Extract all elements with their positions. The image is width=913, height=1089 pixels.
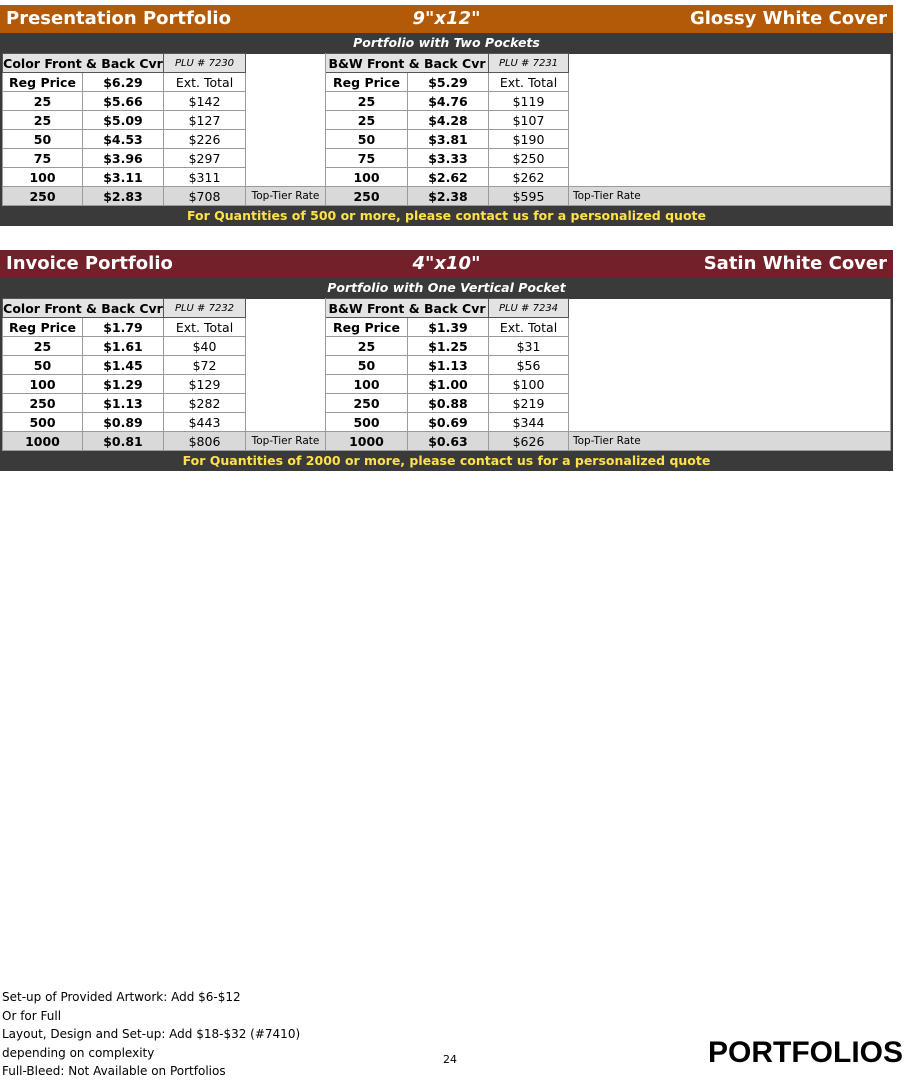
table-row <box>3 130 891 149</box>
color-qty: 1000 <box>3 432 83 451</box>
color-unit-price: $0.89 <box>83 413 164 432</box>
spacer-cell <box>569 356 891 375</box>
spacer-cell <box>569 92 891 111</box>
spacer-cell <box>246 356 326 375</box>
page-number: 24 <box>443 1053 457 1066</box>
spacer-cell <box>569 54 891 73</box>
bw-ext-total: $262 <box>489 168 569 187</box>
setup-note-line: Full-Bleed: Not Available on Portfolios <box>2 1064 226 1078</box>
bw-ext-total: $100 <box>489 375 569 394</box>
table-row <box>3 111 891 130</box>
color-unit-price: $2.83 <box>83 187 164 206</box>
bw-ext-total: $56 <box>489 356 569 375</box>
bw-ext-total: $344 <box>489 413 569 432</box>
bw-ext-total: $107 <box>489 111 569 130</box>
bw-ext-total: $595 <box>489 187 569 206</box>
setup-note-line: Layout, Design and Set-up: Add $18-$32 (#7410) <box>2 1027 301 1041</box>
bw-unit-price: $2.38 <box>408 187 489 206</box>
bw-unit-price: $0.88 <box>408 394 489 413</box>
spacer-cell <box>246 168 326 187</box>
table-row <box>3 168 891 187</box>
spacer-cell <box>569 375 891 394</box>
spacer-cell <box>246 337 326 356</box>
quote-note: For Quantities of 2000 or more, please contact us for a personalized quote <box>0 451 893 471</box>
bw-unit-price: $3.81 <box>408 130 489 149</box>
bw-unit-price: $1.13 <box>408 356 489 375</box>
top-tier-label: Top-Tier Rate <box>246 432 326 451</box>
color-qty: 250 <box>3 187 83 206</box>
color-qty: 25 <box>3 111 83 130</box>
bw-qty: 100 <box>326 375 408 394</box>
bw-qty: 500 <box>326 413 408 432</box>
product-size: 4"x10" <box>412 253 481 274</box>
product-subtitle: Portfolio with Two Pockets <box>0 33 893 53</box>
color-ext-total: $297 <box>164 149 246 168</box>
top-tier-label: Top-Tier Rate <box>569 187 891 206</box>
section-title: PORTFOLIOS <box>708 1036 903 1069</box>
reg-price-label: Reg Price <box>326 73 408 92</box>
color-unit-price: $1.29 <box>83 375 164 394</box>
reg-price-row <box>3 73 891 92</box>
spacer-cell <box>246 73 326 92</box>
spacer-cell <box>246 394 326 413</box>
setup-note-line: depending on complexity <box>2 1045 155 1060</box>
table-header-row <box>3 54 891 73</box>
color-ext-total: $311 <box>164 168 246 187</box>
bw-reg-price: $1.39 <box>408 318 489 337</box>
bw-unit-price: $1.25 <box>408 337 489 356</box>
bw-unit-price: $0.63 <box>408 432 489 451</box>
spacer-cell <box>246 130 326 149</box>
bw-qty: 75 <box>326 149 408 168</box>
color-reg-price: $1.79 <box>83 318 164 337</box>
color-qty: 25 <box>3 92 83 111</box>
spacer-cell <box>569 111 891 130</box>
bw-qty: 50 <box>326 130 408 149</box>
spacer-cell <box>569 318 891 337</box>
spacer-cell <box>246 111 326 130</box>
table-row <box>3 394 891 413</box>
color-unit-price: $1.13 <box>83 394 164 413</box>
bw-ext-total: $219 <box>489 394 569 413</box>
product-title: Invoice Portfolio <box>6 253 173 274</box>
table-header-row <box>3 299 891 318</box>
spacer-cell <box>569 299 891 318</box>
color-unit-price: $5.66 <box>83 92 164 111</box>
color-ext-total: $708 <box>164 187 246 206</box>
color-qty: 50 <box>3 130 83 149</box>
spacer-cell <box>246 149 326 168</box>
bw-plu-label: PLU # 7231 <box>489 54 569 73</box>
cover-type: Glossy White Cover <box>689 8 887 29</box>
cover-type: Satin White Cover <box>703 253 887 274</box>
color-ext-total: $806 <box>164 432 246 451</box>
product-size: 9"x12" <box>412 8 481 29</box>
color-unit-price: $1.61 <box>83 337 164 356</box>
spacer-cell <box>246 375 326 394</box>
ext-total-label: Ext. Total <box>489 73 569 92</box>
bw-reg-price: $5.29 <box>408 73 489 92</box>
spacer-cell <box>569 130 891 149</box>
color-ext-total: $142 <box>164 92 246 111</box>
color-plu-label: PLU # 7230 <box>164 54 246 73</box>
reg-price-row <box>3 318 891 337</box>
bw-qty: 250 <box>326 187 408 206</box>
color-qty: 100 <box>3 375 83 394</box>
product-title: Presentation Portfolio <box>6 8 231 29</box>
bw-qty: 50 <box>326 356 408 375</box>
table-row <box>3 375 891 394</box>
color-unit-price: $4.53 <box>83 130 164 149</box>
color-unit-price: $3.11 <box>83 168 164 187</box>
bw-qty: 25 <box>326 111 408 130</box>
product-subtitle: Portfolio with One Vertical Pocket <box>0 278 893 298</box>
color-qty: 75 <box>3 149 83 168</box>
color-qty: 500 <box>3 413 83 432</box>
spacer-cell <box>246 54 326 73</box>
color-column-header: Color Front & Back Cvr <box>3 55 163 71</box>
color-qty: 100 <box>3 168 83 187</box>
color-unit-price: $0.81 <box>83 432 164 451</box>
spacer-cell <box>569 149 891 168</box>
spacer-cell <box>246 413 326 432</box>
section-title-bar <box>0 5 893 33</box>
color-unit-price: $3.96 <box>83 149 164 168</box>
color-unit-price: $1.45 <box>83 356 164 375</box>
setup-note-line: Or for Full <box>2 1008 62 1023</box>
section-title-bar <box>0 250 893 278</box>
color-ext-total: $127 <box>164 111 246 130</box>
bw-unit-price: $1.00 <box>408 375 489 394</box>
setup-note-line: Set-up of Provided Artwork: Add $6-$12 <box>2 990 241 1004</box>
color-ext-total: $282 <box>164 394 246 413</box>
bw-qty: 25 <box>326 92 408 111</box>
bw-ext-total: $250 <box>489 149 569 168</box>
reg-price-label: Reg Price <box>326 318 408 337</box>
reg-price-label: Reg Price <box>3 318 83 337</box>
color-ext-total: $226 <box>164 130 246 149</box>
bw-qty: 250 <box>326 394 408 413</box>
table-row <box>3 432 891 451</box>
ext-total-label: Ext. Total <box>164 73 246 92</box>
bw-qty: 1000 <box>326 432 408 451</box>
price-table <box>2 53 891 206</box>
table-row <box>3 413 891 432</box>
spacer-cell <box>246 318 326 337</box>
quote-note: For Quantities of 500 or more, please contact us for a personalized quote <box>0 206 893 226</box>
color-qty: 250 <box>3 394 83 413</box>
spacer-cell <box>569 73 891 92</box>
bw-unit-price: $3.33 <box>408 149 489 168</box>
top-tier-label: Top-Tier Rate <box>246 187 326 206</box>
bw-ext-total: $190 <box>489 130 569 149</box>
color-ext-total: $72 <box>164 356 246 375</box>
table-row <box>3 92 891 111</box>
bw-qty: 25 <box>326 337 408 356</box>
spacer-cell <box>246 299 326 318</box>
bw-unit-price: $4.76 <box>408 92 489 111</box>
spacer-cell <box>569 413 891 432</box>
reg-price-label: Reg Price <box>3 73 83 92</box>
bw-unit-price: $2.62 <box>408 168 489 187</box>
ext-total-label: Ext. Total <box>489 318 569 337</box>
price-table <box>2 298 891 451</box>
spacer-cell <box>569 394 891 413</box>
table-row <box>3 149 891 168</box>
table-row <box>3 187 891 206</box>
top-tier-label: Top-Tier Rate <box>569 432 891 451</box>
color-ext-total: $129 <box>164 375 246 394</box>
color-ext-total: $443 <box>164 413 246 432</box>
bw-plu-label: PLU # 7234 <box>489 299 569 318</box>
color-column-header: Color Front & Back Cvr <box>3 300 163 316</box>
bw-unit-price: $0.69 <box>408 413 489 432</box>
color-reg-price: $6.29 <box>83 73 164 92</box>
bw-ext-total: $31 <box>489 337 569 356</box>
invoice-portfolio-block <box>0 250 893 471</box>
presentation-portfolio-block <box>0 5 893 226</box>
bw-ext-total: $119 <box>489 92 569 111</box>
color-qty: 25 <box>3 337 83 356</box>
table-row <box>3 337 891 356</box>
color-ext-total: $40 <box>164 337 246 356</box>
color-plu-label: PLU # 7232 <box>164 299 246 318</box>
color-qty: 50 <box>3 356 83 375</box>
spacer-cell <box>569 337 891 356</box>
ext-total-label: Ext. Total <box>164 318 246 337</box>
setup-notes <box>2 988 300 1081</box>
bw-column-header: B&W Front & Back Cvr <box>326 299 489 318</box>
bw-unit-price: $4.28 <box>408 111 489 130</box>
spacer-cell <box>569 168 891 187</box>
color-unit-price: $5.09 <box>83 111 164 130</box>
bw-column-header: B&W Front & Back Cvr <box>326 54 489 73</box>
bw-ext-total: $626 <box>489 432 569 451</box>
table-row <box>3 356 891 375</box>
bw-qty: 100 <box>326 168 408 187</box>
spacer-cell <box>246 92 326 111</box>
